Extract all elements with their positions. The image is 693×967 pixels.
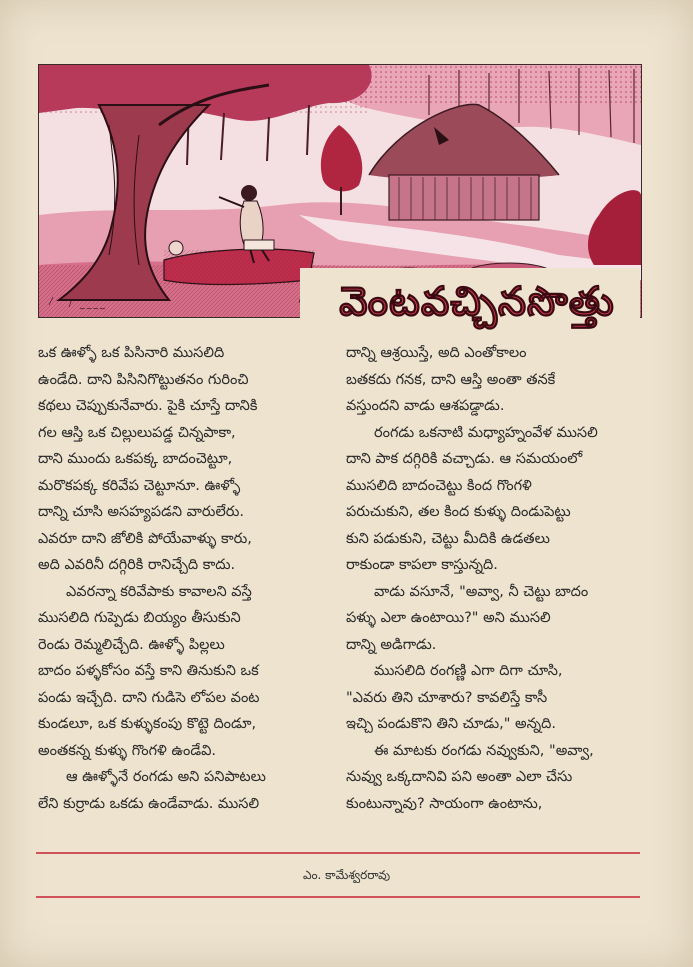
text-line: దాని పాక దగ్గిరికి వచ్చాడు. ఆ సమయంలో	[346, 451, 583, 467]
text-line: కుండలూ, ఒక కుళ్ళుకంపు కొట్టె దిండూ,	[38, 716, 257, 732]
text-line: బాదం పళ్ళకోసం వస్తే కాని తినుకుని ఒక	[38, 663, 259, 679]
text-line: దాన్ని అడిగాడు.	[346, 636, 437, 653]
text-line: లేని కుర్రాడు ఒకడు ఉండేవాడు. ముసలి	[38, 795, 260, 812]
author-credit: ఎం. కామేశ్వరరావు	[302, 868, 391, 882]
text-line: దాని ముందు ఒకపక్క బాదంచెట్టూ,	[38, 451, 233, 467]
left-column	[38, 340, 328, 817]
text-line: ఇచ్చి పండుకొని తిని చూడు," అన్నది.	[346, 716, 556, 732]
text-line: అంతకన్న కుళ్ళు గొంగళి ఉండేవి.	[38, 742, 217, 759]
text-line: కుంటున్నావు? సాయంగా ఉంటాను,	[346, 795, 543, 812]
divider-bottom	[36, 896, 640, 898]
text-line: రెండు రెమ్మలిచ్చేది. ఊళ్ళో పిల్లలు	[38, 636, 225, 653]
text-line: ముసలిది బాదంచెట్టు కింద గొంగళి	[346, 477, 532, 494]
text-line: దాన్ని ఆశ్రయిస్తే, అది ఎంతోకాలం	[346, 345, 527, 361]
text-line: మరొకపక్క కరివేప చెట్టూనూ. ఊళ్ళో	[38, 477, 241, 494]
text-line: రంగడు ఒకనాటి మధ్యాహ్నంవేళ ముసలి	[374, 424, 598, 441]
text-line: నువ్వు ఒక్కదానివి పని అంతా ఎలా చేసు	[346, 769, 573, 785]
text-line: బతకదు గనక, దాని ఆస్తి అంతా తనకే	[346, 371, 556, 388]
text-line: అది ఎవరినీ దగ్గిరికి రానిచ్చేది కాదు.	[38, 557, 236, 573]
text-line: "ఎవరు తిని చూశారు? కావలిస్తే కాసీ	[346, 689, 548, 706]
text-line: కుని పడుకుని, చెట్టు మీదికి ఉడతలు	[346, 530, 550, 547]
text-line: వస్తుందని వాడు ఆశపడ్డాడు.	[346, 398, 505, 414]
text-line: రాకుండా కాపలా కాస్తున్నది.	[346, 557, 498, 573]
text-line: వాడు వసూనే, "అవ్వా, నీ చెట్టు బాదం	[374, 583, 589, 600]
text-line: ఎవరన్నా కరివేపాకు కావాలని వస్తే	[66, 583, 252, 600]
text-line: ముసలిది గుప్పెడు బియ్యం తీసుకుని	[38, 610, 241, 626]
text-line: పండు ఇచ్చేది. దాని గుడిసె లోపల వంట	[38, 689, 260, 706]
text-line: ఒక ఊళ్ళో ఒక పిసినారి ముసలిది	[38, 345, 225, 361]
text-line: కథలు చెప్పుకునేవారు. పైకి చూస్తే దానికి	[38, 398, 258, 414]
text-line: దాన్ని చూసి అసహ్యపడని వారులేరు.	[38, 504, 244, 520]
svg-text:~~~~: ~~~~	[79, 304, 106, 313]
text-line: ఎవరూ దాని జోలికి పోయేవాళ్ళు కారు,	[38, 530, 252, 547]
text-line: ముసలిది రంగణ్ణి ఎగా దిగా చూసి,	[374, 663, 563, 679]
text-line: పరుచుకుని, తల కింద కుళ్ళు దిండుపెట్టు	[346, 504, 571, 520]
text-line: ఈ మాటకు రంగడు నవ్వుకుని, "అవ్వా,	[374, 742, 594, 759]
divider-top	[36, 852, 640, 854]
text-line: పళ్ళు ఎలా ఉంటాయి?" అని ముసలి	[346, 610, 551, 626]
text-line: ఉండేది. దాని పిసినిగొట్టుతనం గురించి	[38, 371, 249, 388]
right-column	[346, 340, 646, 817]
text-line: గల ఆస్తి ఒక చిల్లులుపడ్డ చిన్నపాకా,	[38, 424, 236, 441]
story-title: వెంటవచ్చినసొత్తు	[339, 279, 615, 325]
text-line: ఆ ఊళ్ళోనే రంగడు అని పనిపాటలు	[66, 769, 266, 785]
